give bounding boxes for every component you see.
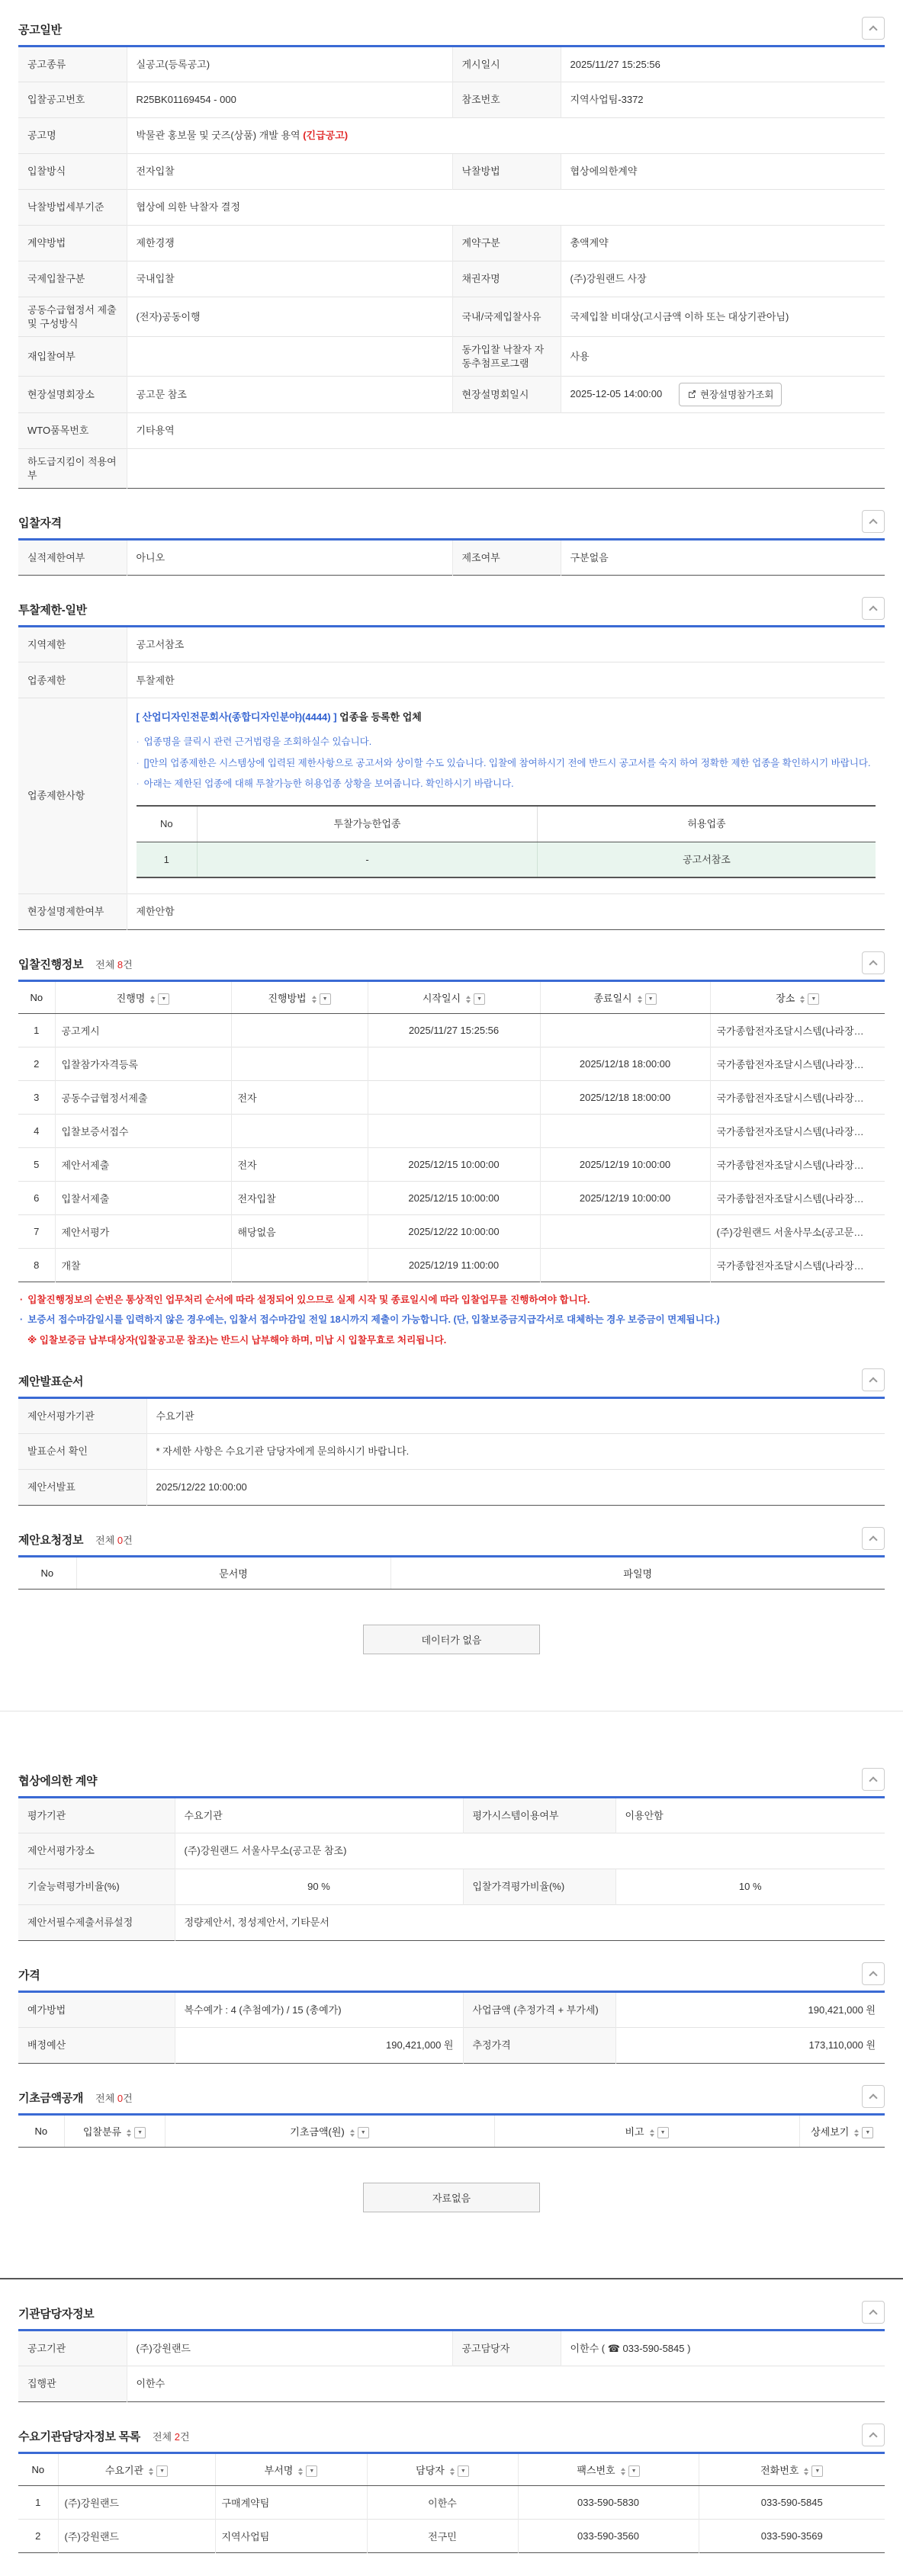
field-label: 공동수급협정서 제출 및 구성방식	[18, 297, 127, 337]
field-value: 투찰제한	[127, 662, 885, 698]
field-label: 현장설명회일시	[452, 377, 561, 413]
field-label: 채권자명	[452, 261, 561, 297]
field-label: 평가기관	[18, 1797, 175, 1833]
table-row	[18, 1469, 885, 1505]
sort-control[interactable]	[149, 2465, 168, 2477]
general-info-table	[18, 45, 885, 489]
table-row	[18, 413, 885, 449]
column-header: 입찰분류 ▼	[64, 2114, 165, 2147]
field-value: 수요기관	[175, 1797, 463, 1833]
agency-contact-table	[18, 2329, 885, 2402]
field-label: 지역제한	[18, 627, 127, 662]
table-row	[18, 1797, 885, 1833]
allowed-industry-table	[137, 805, 876, 878]
table-row	[18, 337, 885, 377]
sort-arrows-icon	[350, 2129, 355, 2137]
field-label: 입찰가격평가비율(%)	[463, 1869, 615, 1904]
section-title: 제안요청정보	[18, 1533, 84, 1547]
collapse-section-button[interactable]	[862, 1962, 885, 1985]
section-header-request-info	[18, 1532, 885, 1548]
table-header-row	[137, 806, 876, 842]
field-label: 계약구분	[452, 226, 561, 261]
field-value: 이용안함	[615, 1797, 885, 1833]
qualification-table	[18, 538, 885, 576]
filter-dropdown-icon: ▼	[808, 993, 819, 1005]
table-row	[18, 2027, 885, 2063]
sort-arrows-icon	[298, 2468, 303, 2475]
table-row	[137, 842, 876, 877]
filter-dropdown-icon: ▼	[657, 2127, 669, 2138]
table-row	[18, 449, 885, 489]
filter-dropdown-icon: ▼	[645, 993, 657, 1005]
field-value: 구분없음	[561, 540, 885, 576]
field-value: (주)강원랜드	[127, 2331, 452, 2366]
field-label: 집행관	[18, 2366, 127, 2402]
section-title: 투찰제한-일반	[18, 604, 87, 618]
table-row	[18, 82, 885, 118]
field-label: 재입찰여부	[18, 337, 127, 377]
external-link-icon	[687, 390, 696, 399]
table-row	[18, 662, 885, 698]
chevron-up-icon	[869, 960, 877, 968]
section-count: 전체 8건	[95, 959, 133, 971]
no-data-box: 데이터가 없음	[363, 1625, 540, 1654]
chevron-up-icon	[869, 2093, 877, 2102]
collapse-section-button[interactable]	[862, 1768, 885, 1791]
column-header: 시작일시 ▼	[368, 981, 540, 1014]
field-label: 현장설명제한여부	[18, 894, 127, 930]
table-row	[18, 377, 885, 413]
field-label: 게시일시	[452, 47, 561, 82]
field-value	[127, 449, 885, 489]
price-table	[18, 1991, 885, 2064]
cell-biddable-industry: -	[198, 842, 538, 877]
table-row	[18, 297, 885, 337]
sort-control[interactable]	[312, 993, 331, 1005]
field-label: 제안서필수제출서류설정	[18, 1904, 175, 1940]
field-value: 수요기관	[146, 1397, 885, 1433]
filter-dropdown-icon: ▼	[862, 2127, 873, 2138]
field-value: 2025/11/27 15:25:56	[561, 47, 885, 82]
chevron-up-icon	[869, 2309, 877, 2318]
section-header-negotiation	[18, 1772, 885, 1788]
table-row	[18, 47, 885, 82]
sort-arrows-icon	[800, 996, 805, 1003]
column-header: 담당자 ▼	[367, 2453, 518, 2486]
column-header: 비고 ▼	[494, 2114, 799, 2147]
table-row: 6 입찰서제출 전자입찰 2025/12/15 10:00:00 2025/12/19 10:00:00 국가종합전자조달시스템(나라장…	[18, 1182, 885, 1215]
section-header-restriction	[18, 601, 885, 618]
cell-no: 1	[137, 842, 198, 877]
collapse-section-button[interactable]	[862, 2301, 885, 2324]
note-line: ※ 입찰보증금 납부대상자(입찰공고문 참조)는 반드시 납부해야 하며, 미납 시 입찰무효로 처리됩니다.	[27, 1334, 447, 1346]
field-value: 전자입찰	[127, 154, 452, 190]
field-label: 낙찰방법	[452, 154, 561, 190]
filter-dropdown-icon: ▼	[320, 993, 331, 1005]
table-row: 1 (주)강원랜드 구매계약팀 이한수 033-590-5830 033-590-5845	[18, 2486, 885, 2520]
field-label: 기술능력평가비율(%)	[18, 1869, 175, 1904]
table-row: 1 공고게시 2025/11/27 15:25:56 국가종합전자조달시스템(나라장…	[18, 1014, 885, 1047]
chevron-up-icon	[869, 1535, 877, 1544]
field-label: 제안서평가기관	[18, 1397, 146, 1433]
field-label: 공고명	[18, 118, 127, 154]
sort-arrows-icon	[127, 2129, 131, 2137]
column-header: 장소 ▼	[710, 981, 885, 1014]
collapse-section-button[interactable]	[862, 510, 885, 533]
demand-contacts-table	[18, 2452, 885, 2553]
sort-control[interactable]	[466, 993, 485, 1005]
field-label: 하도급지킴이 적용여부	[18, 449, 127, 489]
table-row: 4 입찰보증서접수 국가종합전자조달시스템(나라장…	[18, 1115, 885, 1148]
field-value: 173,110,000 원	[615, 2027, 885, 2063]
filter-dropdown-icon: ▼	[358, 2127, 369, 2138]
meeting-datetime-cell	[561, 377, 885, 413]
sort-control[interactable]	[854, 2127, 873, 2138]
column-header: No	[18, 1556, 76, 1589]
table-row	[18, 1397, 885, 1433]
table-row	[18, 1833, 885, 1869]
table-row: 7 제안서평가 해당없음 2025/12/22 10:00:00 (주)강원랜드 서울사무소(공고문…	[18, 1215, 885, 1249]
field-label: 입찰공고번호	[18, 82, 127, 118]
section-title: 제안발표순서	[18, 1375, 84, 1388]
sort-arrows-icon	[149, 2468, 153, 2475]
field-value: 이한수	[127, 2366, 885, 2402]
column-header: No	[18, 2453, 58, 2486]
field-value: 총액계약	[561, 226, 885, 261]
note-line: · 입찰진행정보의 순번은 통상적인 업무처리 순서에 따라 설정되어 있으므로 실제 시작 및 종료일시에 따라 입찰업무를 진행하여야 합니다.	[20, 1294, 590, 1306]
table-row	[18, 2331, 885, 2366]
column-header: 투찰가능한업종	[198, 806, 538, 842]
field-value: 협상에 의한 낙찰자 결정	[127, 190, 885, 226]
progress-notes	[20, 1293, 885, 1347]
filter-dropdown-icon: ▼	[306, 2465, 317, 2477]
table-row: 8 개찰 2025/12/19 11:00:00 국가종합전자조달시스템(나라장…	[18, 1249, 885, 1282]
sort-control[interactable]	[450, 2465, 469, 2477]
filter-dropdown-icon: ▼	[811, 2465, 823, 2477]
restriction-table	[18, 625, 885, 930]
section-title: 공고일반	[18, 24, 62, 37]
restriction-note: · 업종명을 클릭시 관련 근거법령을 조회하실수 있습니다.	[136, 736, 372, 747]
field-label: 예가방법	[18, 1991, 175, 2027]
section-title: 수요기관담당자정보 목록	[18, 2430, 140, 2443]
sort-arrows-icon	[150, 996, 155, 1003]
section-header-qualification	[18, 515, 885, 531]
section-header-price	[18, 1967, 885, 1983]
base-amount-table	[18, 2113, 885, 2148]
column-header: 팩스번호 ▼	[518, 2453, 699, 2486]
collapse-section-button[interactable]	[862, 1527, 885, 1550]
table-row	[18, 1433, 885, 1469]
field-label: 현장설명회장소	[18, 377, 127, 413]
section-title: 협상에의한 계약	[18, 1774, 98, 1788]
sort-arrows-icon	[854, 2129, 859, 2137]
field-label: 참조번호	[452, 82, 561, 118]
column-header: 수요기관 ▼	[58, 2453, 215, 2486]
table-row	[18, 118, 885, 154]
chevron-up-icon	[869, 1377, 877, 1385]
industry-code-link[interactable]: [ 산업디자인전문회사(종합디자인분야)(4444) ]	[136, 711, 337, 723]
field-value: 아니오	[127, 540, 452, 576]
field-label: 국내/국제입찰사유	[452, 297, 561, 337]
field-label: 배정예산	[18, 2027, 175, 2063]
section-count: 전체 0건	[95, 2092, 133, 2104]
table-row	[18, 540, 885, 576]
table-row: 3 공동수급협정서제출 전자 2025/12/18 18:00:00 국가종합전자조달시스템(나라장…	[18, 1081, 885, 1115]
sort-control[interactable]	[621, 2465, 640, 2477]
column-header: 진행방법 ▼	[231, 981, 368, 1014]
table-row	[18, 2366, 885, 2402]
sort-arrows-icon	[450, 2468, 455, 2475]
table-row	[18, 154, 885, 190]
sort-control[interactable]	[150, 993, 169, 1005]
sort-arrows-icon	[638, 996, 642, 1003]
field-label: 추정가격	[463, 2027, 615, 2063]
table-header-row	[18, 2453, 885, 2486]
column-header: No	[137, 806, 198, 842]
section-title: 가격	[18, 1968, 40, 1982]
field-value: (주)강원랜드 사장	[561, 261, 885, 297]
sort-control[interactable]	[804, 2465, 823, 2477]
filter-dropdown-icon: ▼	[458, 2465, 469, 2477]
section-title: 입찰자격	[18, 517, 62, 531]
field-label: 입찰방식	[18, 154, 127, 190]
table-row	[18, 1991, 885, 2027]
section-header-agency	[18, 2305, 885, 2321]
section-divider	[0, 2278, 903, 2279]
collapse-section-button[interactable]	[862, 951, 885, 974]
field-label: 제안서평가장소	[18, 1833, 175, 1869]
section-header-presentation	[18, 1373, 885, 1389]
field-value: 제한경쟁	[127, 226, 452, 261]
restriction-note: · 아래는 제한된 업종에 대해 투찰가능한 허용업종 상황을 보여줍니다. 확인하시기 바랍니다.	[136, 778, 514, 790]
field-label: 공고기관	[18, 2331, 127, 2366]
field-value: 협상에의한계약	[561, 154, 885, 190]
table-row	[18, 1869, 885, 1904]
collapse-section-button[interactable]	[862, 597, 885, 620]
collapse-section-button[interactable]	[862, 2424, 885, 2446]
urgent-flag: (긴급공고)	[303, 130, 349, 142]
field-label: 낙찰방법세부기준	[18, 190, 127, 226]
section-count: 전체 2건	[152, 2431, 190, 2443]
column-header: 진행명 ▼	[55, 981, 231, 1014]
chevron-up-icon	[869, 1776, 877, 1785]
field-label: 계약방법	[18, 226, 127, 261]
field-label: 사업금액 (추정가격 + 부가세)	[463, 1991, 615, 2027]
filter-dropdown-icon: ▼	[474, 993, 485, 1005]
field-label: 공고담당자	[452, 2331, 561, 2366]
field-value: R25BK01169454 - 000	[127, 82, 452, 118]
section-header-base-amount	[18, 2090, 885, 2106]
section-title: 기관담당자정보	[18, 2308, 95, 2321]
field-value: * 자세한 사항은 수요기관 담당자에게 문의하시기 바랍니다.	[146, 1433, 885, 1469]
field-value: 기타용역	[127, 413, 885, 449]
table-row	[18, 226, 885, 261]
field-value: 국제입찰 비대상(고시금액 이하 또는 대상기관아님)	[561, 297, 885, 337]
field-value: 2025/12/22 10:00:00	[146, 1469, 885, 1505]
chevron-up-icon	[869, 2432, 877, 2440]
filter-dropdown-icon: ▼	[156, 2465, 168, 2477]
column-header: 허용업종	[537, 806, 876, 842]
table-row: 5 제안서제출 전자 2025/12/15 10:00:00 2025/12/19 10:00:00 국가종합전자조달시스템(나라장…	[18, 1148, 885, 1182]
table-row	[18, 894, 885, 930]
field-label: 국제입찰구분	[18, 261, 127, 297]
negotiation-table	[18, 1796, 885, 1941]
field-label: 업종제한사항	[18, 698, 127, 894]
table-header-row	[18, 2114, 885, 2147]
field-value: (주)강원랜드 서울사무소(공고문 참조)	[175, 1833, 885, 1869]
table-row	[18, 190, 885, 226]
column-header: No	[18, 981, 55, 1014]
field-label: 공고종류	[18, 47, 127, 82]
note-line: · 보증서 접수마감일시를 입력하지 않은 경우에는, 입찰서 접수마감일 전일 18시까지 제출이 가능합니다. (단, 입찰보증금지급각서로 대체하는 경우 보증금이 면제됩니다.)	[20, 1314, 720, 1326]
restriction-note: · []안의 업종제한은 시스템상에 입력된 제한사항으로 공고서와 상이할 수도 있습니다. 입찰에 참여하시기 전에 반드시 공고서를 숙지 하여 정확한 제한 업종을 확인하시기 바랍니다.	[136, 757, 871, 768]
table-row: 2 (주)강원랜드 지역사업팀 전구민 033-590-3560 033-590-3569	[18, 2520, 885, 2553]
table-row	[18, 698, 885, 894]
table-header-row	[18, 1556, 885, 1589]
table-row: 2 입찰참가자격등록 2025/12/18 18:00:00 국가종합전자조달시스템(나라장…	[18, 1047, 885, 1081]
sort-control[interactable]	[350, 2127, 369, 2138]
field-value: 90 %	[175, 1869, 463, 1904]
filter-dropdown-icon: ▼	[628, 2465, 640, 2477]
sort-control[interactable]	[650, 2127, 669, 2138]
field-label: 제조여부	[452, 540, 561, 576]
chevron-up-icon	[869, 519, 877, 528]
field-value: 실공고(등록공고)	[127, 47, 452, 82]
chevron-up-icon	[869, 606, 877, 614]
bid-progress-table	[18, 980, 885, 1282]
collapse-section-button[interactable]	[862, 1368, 885, 1391]
field-label: 동가입찰 낙찰자 자동추첨프로그램	[452, 337, 561, 377]
column-header: 전화번호 ▼	[699, 2453, 885, 2486]
request-info-table	[18, 1555, 885, 1590]
meeting-datetime: 2025-12-05 14:00:00	[570, 388, 663, 400]
industry-restriction-detail	[127, 698, 885, 894]
field-value: (전자)공동이행	[127, 297, 452, 337]
section-header-progress	[18, 956, 885, 972]
collapse-section-button[interactable]	[862, 2085, 885, 2108]
table-header-row	[18, 981, 885, 1014]
sort-arrows-icon	[312, 996, 317, 1003]
field-value: 사용	[561, 337, 885, 377]
field-label: 발표순서 확인	[18, 1433, 146, 1469]
field-value: 10 %	[615, 1869, 885, 1904]
field-value: 지역사업팀-3372	[561, 82, 885, 118]
field-value: 제한안함	[127, 894, 885, 930]
field-label: 평가시스템이용여부	[463, 1797, 615, 1833]
table-row	[18, 627, 885, 662]
field-label: WTO품목번호	[18, 413, 127, 449]
field-label: 실적제한여부	[18, 540, 127, 576]
field-value: 공고서참조	[127, 627, 885, 662]
site-briefing-lookup-button[interactable]: 현장설명참가조회	[679, 383, 782, 406]
field-value: 공고문 참조	[127, 377, 452, 413]
column-header: 상세보기 ▼	[799, 2114, 885, 2147]
sort-control[interactable]	[298, 2465, 317, 2477]
presentation-table	[18, 1397, 885, 1506]
table-row	[18, 1904, 885, 1940]
field-value: 정량제안서, 정성제안서, 기타문서	[175, 1904, 885, 1940]
no-data-box: 자료없음	[363, 2183, 540, 2212]
contact-with-phone: 이한수 ( ☎ 033-590-5845 )	[561, 2331, 885, 2366]
collapse-section-button[interactable]	[862, 17, 885, 40]
field-value: 복수예가 : 4 (추첨예가) / 15 (총예가)	[175, 1991, 463, 2027]
field-value	[127, 337, 452, 377]
filter-dropdown-icon: ▼	[134, 2127, 146, 2138]
field-value: 국내입찰	[127, 261, 452, 297]
column-header: 기초금액(원) ▼	[165, 2114, 494, 2147]
column-header: No	[18, 2114, 64, 2147]
column-header: 종료일시 ▼	[540, 981, 710, 1014]
column-header: 파일명	[390, 1556, 885, 1589]
sort-arrows-icon	[650, 2129, 654, 2137]
cell-allowed-industry: 공고서참조	[537, 842, 876, 877]
column-header: 문서명	[76, 1556, 390, 1589]
section-count: 전체 0건	[95, 1534, 133, 1546]
registered-industry-line: [ 산업디자인전문회사(종합디자인분야)(4444) ] 업종을 등록한 업체	[136, 711, 422, 723]
table-row	[18, 261, 885, 297]
sort-control[interactable]	[127, 2127, 146, 2138]
section-header-general	[18, 21, 885, 37]
field-value: 190,421,000 원	[615, 1991, 885, 2027]
field-label: 업종제한	[18, 662, 127, 698]
chevron-up-icon	[869, 1971, 877, 1979]
field-label: 제안서발표	[18, 1469, 146, 1505]
field-value: 190,421,000 원	[175, 2027, 463, 2063]
section-title: 기초금액공개	[18, 2091, 84, 2105]
sort-arrows-icon	[804, 2468, 808, 2475]
chevron-up-icon	[869, 25, 877, 34]
section-header-demand-contacts	[18, 2428, 885, 2444]
sort-arrows-icon	[466, 996, 471, 1003]
filter-dropdown-icon: ▼	[158, 993, 169, 1005]
notice-title-value: 박물관 홍보물 및 굿즈(상품) 개발 용역 (긴급공고)	[127, 118, 885, 154]
sort-arrows-icon	[621, 2468, 625, 2475]
sort-control[interactable]	[638, 993, 657, 1005]
column-header: 부서명 ▼	[215, 2453, 367, 2486]
sort-control[interactable]	[800, 993, 819, 1005]
section-title: 입찰진행정보	[18, 958, 84, 972]
